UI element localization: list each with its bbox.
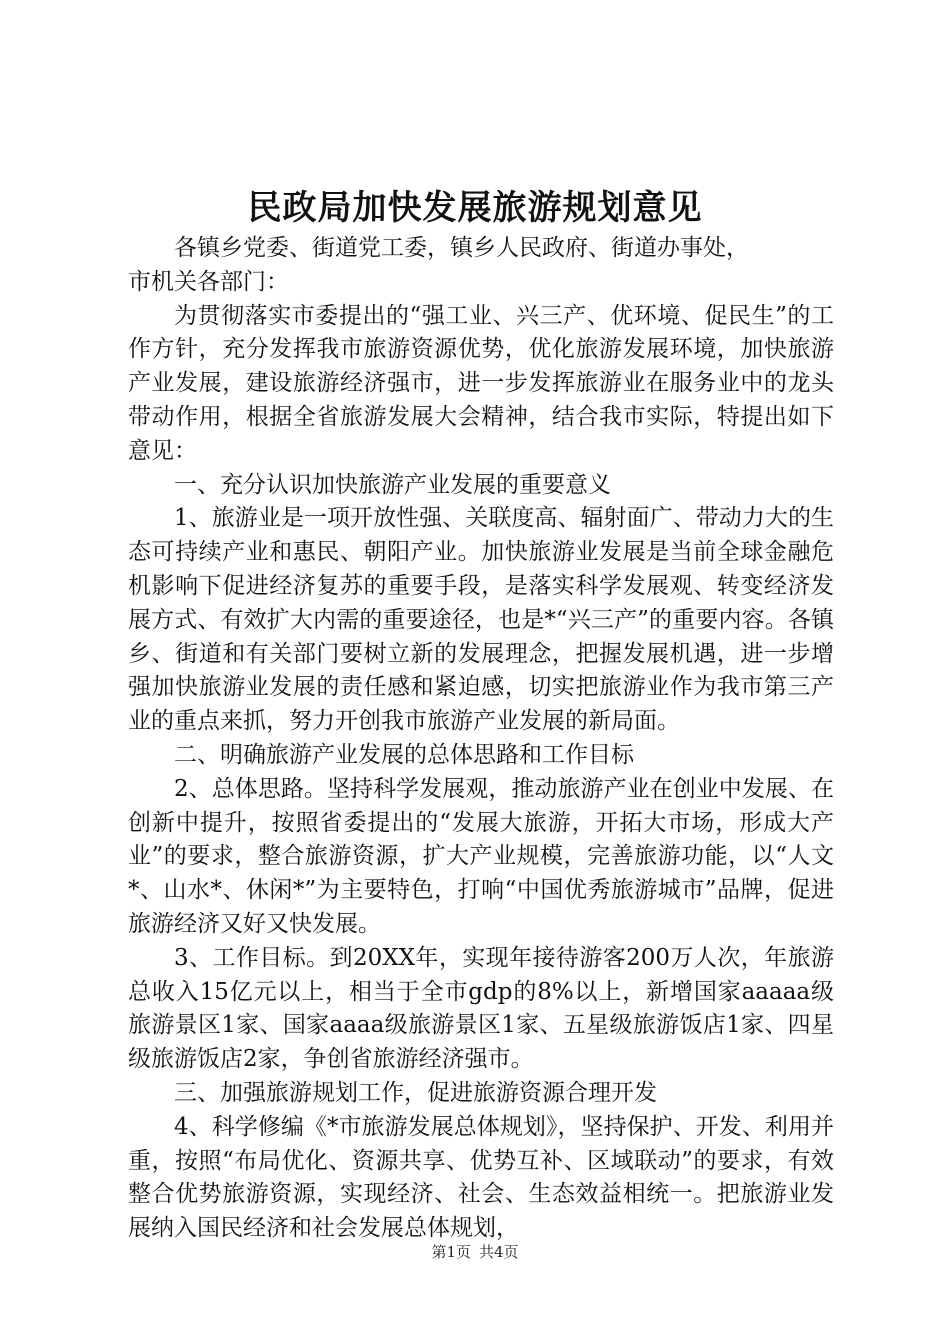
body-paragraph: 2、总体思路。坚持科学发展观，推动旅游产业在创业中发展、在创新中提升，按照省委提出的“发展大旅游，开拓大市场，形成大产业”的要求，整合旅游资源，扩大产业规模，完善旅游功能，以“人文*、山水*、休闲*”为主要特色，打响“中国优秀旅游城市”品牌，促进旅游经济又好又快发展。 <box>128 775 834 937</box>
section-heading: 一、充分认识加快旅游产业发展的重要意义 <box>174 471 611 498</box>
body-paragraph: 1、旅游业是一项开放性强、关联度高、辐射面广、带动力大的生态可持续产业和惠民、朝阳产业。加快旅游业发展是当前全球金融危机影响下促进经济复苏的重要手段，是落实科学发展观、转变经济发展方式、有效扩大内需的重要途径，也是*“兴三产”的重要内容。各镇乡、街道和有关部门要树立新的发展理念，把握发展机遇，进一步增强加快旅游业发展的责任感和紧迫感，切实把旅游业作为我市第三产业的重点来抓，努力开创我市旅游产业发展的新局面。 <box>128 505 834 735</box>
section-heading: 二、明确旅游产业发展的总体思路和工作目标 <box>174 741 634 768</box>
page-number: 第1页 <box>431 1243 471 1261</box>
salutation-paragraph: 各镇乡党委、街道党工委，镇乡人民政府、街道办事处， 市机关各部门： <box>128 235 749 295</box>
body-paragraph: 3、工作目标。到20XX年，实现年接待游客200万人次，年旅游总收入15亿元以上，相当于全市gdp的8%以上，新增国家aaaaa级旅游景区1家、国家aaaa级旅游景区1家、五星级旅游饭店1家、四星级旅游饭店2家，争创省旅游经济强市。 <box>128 944 834 1073</box>
document-title: 民政局加快发展旅游规划意见 <box>247 188 703 228</box>
document-body <box>128 232 834 1246</box>
body-paragraph: 4、科学修编《*市旅游发展总体规划》，坚持保护、开发、利用并重，按照“布局优化、资源共享、优势互补、区域联动”的要求，有效整合优势旅游资源，实现经济、社会、生态效益相统一。把旅游业发展纳入国民经济和社会发展总体规划， <box>128 1113 834 1242</box>
section-heading: 三、加强旅游规划工作，促进旅游资源合理开发 <box>174 1079 657 1106</box>
body-paragraph: 为贯彻落实市委提出的“强工业、兴三产、优环境、促民生”的工作方针，充分发挥我市旅游资源优势，优化旅游发展环境，加快旅游产业发展，建设旅游经济强市，进一步发挥旅游业在服务业中的龙头带动作用，根据全省旅游发展大会精神，结合我市实际，特提出如下意见： <box>128 302 834 464</box>
page-total: 共4页 <box>479 1243 519 1261</box>
page-footer <box>0 1242 950 1262</box>
